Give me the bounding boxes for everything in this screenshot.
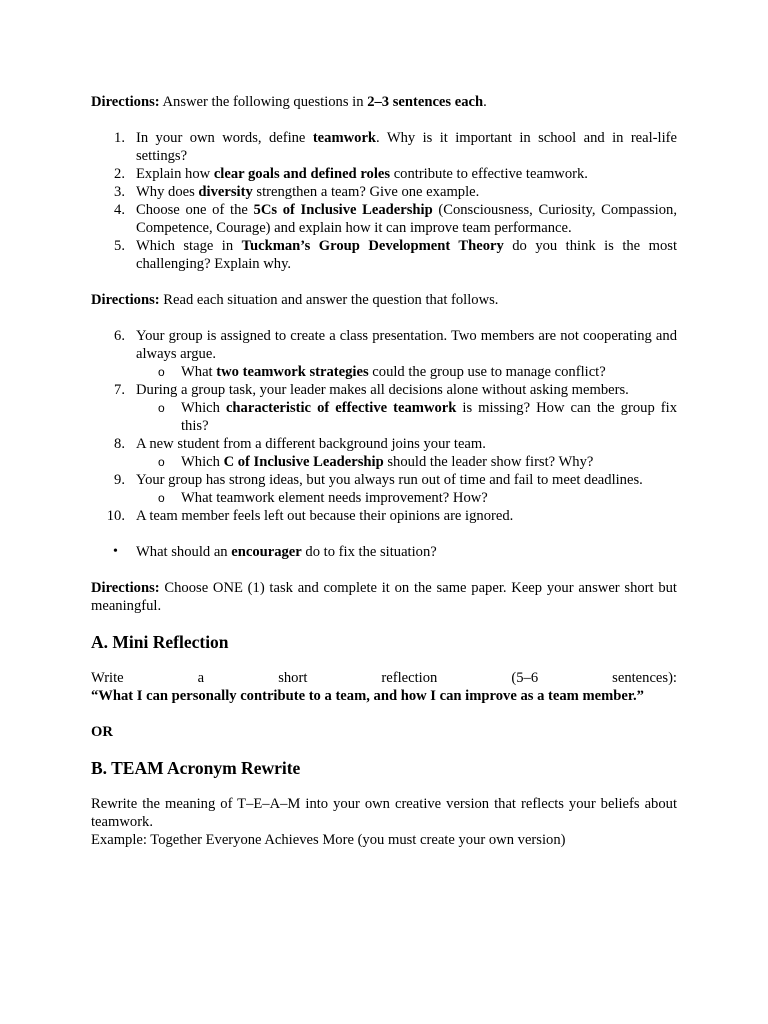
question-list-2 bbox=[91, 327, 677, 363]
question-7: 7. During a group task, your leader makes all decisions alone without asking members. bbox=[114, 382, 629, 398]
or-separator: OR bbox=[91, 724, 113, 740]
question-6: 6. Your group is assigned to create a class presentation. Two members are not cooperating and always argue. bbox=[114, 328, 677, 362]
question-8: 8. A new student from a different background joins your team. bbox=[114, 436, 486, 452]
heading-mini-reflection: A. Mini Reflection bbox=[91, 632, 229, 652]
question-5: 5. Which stage in Tuckman’s Group Development Theory do you think is the most challenging? Explain why. bbox=[114, 238, 677, 272]
question-2: 2. Explain how clear goals and defined roles contribute to effective teamwork. bbox=[114, 166, 588, 182]
heading-team-acronym: B. TEAM Acronym Rewrite bbox=[91, 758, 301, 778]
question-7-sub: o Which characteristic of effective teamwork is missing? How can the group fix this? bbox=[158, 400, 677, 434]
question-6-sub: o What two teamwork strategies could the group use to manage conflict? bbox=[158, 364, 606, 380]
question-list-1 bbox=[91, 129, 677, 273]
encourager-bullet: • What should an encourager do to fix the situation? bbox=[113, 544, 437, 560]
question-8-sub: o Which C of Inclusive Leadership should the leader show first? Why? bbox=[158, 454, 594, 470]
question-9-sub: o What teamwork element needs improvement? How? bbox=[158, 490, 488, 506]
question-9: 9. Your group has strong ideas, but you always run out of time and fail to meet deadlines. bbox=[114, 472, 643, 488]
acronym-example: Example: Together Everyone Achieves More (you must create your own version) bbox=[91, 832, 566, 848]
directions-label: Directions: bbox=[91, 94, 160, 110]
directions-2: Directions: Read each situation and answer the question that follows. bbox=[91, 292, 499, 308]
directions-3: Directions: Choose ONE (1) task and complete it on the same paper. Keep your answer short but meaningful. bbox=[91, 580, 677, 614]
acronym-instruction: Rewrite the meaning of T–E–A–M into your own creative version that reflects your beliefs about teamwork. bbox=[91, 796, 677, 830]
directions-1: Directions: Answer the following questions in 2–3 sentences each. bbox=[91, 94, 487, 110]
question-4: 4. Choose one of the 5Cs of Inclusive Leadership (Consciousness, Curiosity, Compassion, Competence, Courage) and explain how it can improve team performance. bbox=[114, 202, 677, 236]
question-3: 3. Why does diversity strengthen a team? Give one example. bbox=[114, 184, 480, 200]
reflection-prompt: “What I can personally contribute to a team, and how I can improve as a team member.” bbox=[91, 688, 644, 704]
question-1: 1. In your own words, define teamwork. Why is it important in school and in real-life settings? bbox=[114, 130, 677, 164]
question-10: 10. A team member feels left out because their opinions are ignored. bbox=[106, 508, 514, 524]
reflection-instruction: Write a short reflection (5–6 sentences): bbox=[91, 670, 677, 686]
worksheet-page bbox=[91, 93, 677, 849]
